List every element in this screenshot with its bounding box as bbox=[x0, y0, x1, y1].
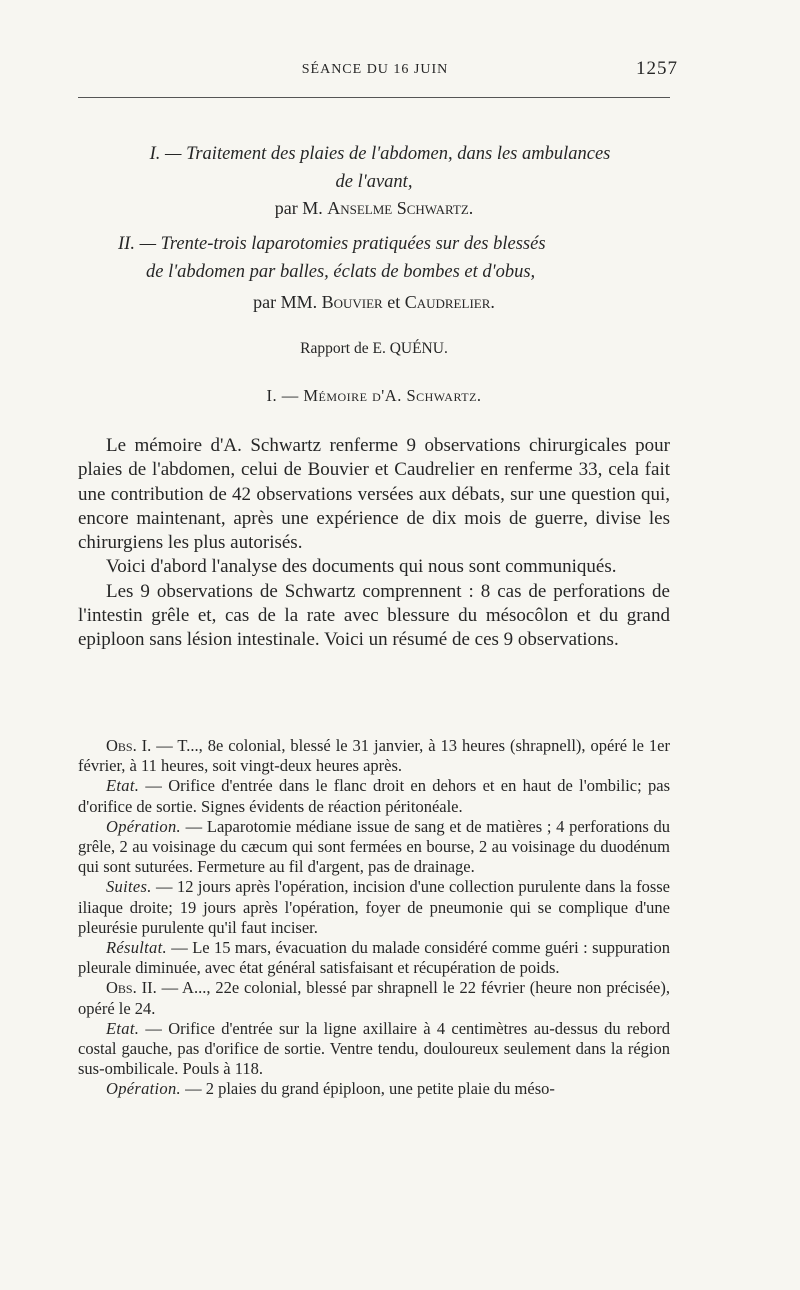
running-title: SÉANCE DU 16 JUIN bbox=[301, 62, 449, 77]
obs-1-suites bbox=[78, 877, 670, 938]
author-2-name-1: Bouvier bbox=[321, 292, 383, 312]
report-label: Rapport de E. QUÉNU. bbox=[300, 340, 448, 357]
obs-1 bbox=[78, 736, 670, 776]
section-title: Mémoire d'A. Schwartz. bbox=[303, 386, 482, 405]
res-1-text: — Le 15 mars, évacuation du malade considéré comme guéri : suppuration pleurale diminuée, avec état général satisfaisant et récupération de poids. bbox=[78, 938, 670, 978]
obs-1-operation bbox=[78, 817, 670, 878]
res-1-label: Résultat. bbox=[106, 938, 167, 958]
op-2-label: Opération. bbox=[106, 1079, 181, 1099]
author-2-and: et bbox=[382, 292, 405, 312]
obs-1-text: — T..., 8e colonial, blessé le 31 janvier, à 13 heures (shrapnell), opéré le 1er février, à 11 heures, soit vingt-deux heures après. bbox=[78, 736, 671, 776]
obs-1-etat bbox=[78, 776, 670, 816]
title-2-line-1: II. — Trente-trois laparotomies pratiquées sur des blessés bbox=[118, 234, 546, 254]
title-1-line-2: de l'avant, bbox=[335, 172, 413, 192]
suites-1-label: Suites. bbox=[106, 877, 152, 897]
body-text bbox=[78, 434, 670, 653]
observations bbox=[78, 736, 670, 1100]
author-1 bbox=[78, 198, 670, 219]
paragraph-3: Les 9 observations de Schwartz comprennent : 8 cas de perforations de l'intestin grêle et, cas de la rate avec blessure du mésocôlon et du grand epiploon sans lésion intestinale. Voici un résumé de ces 9 observations. bbox=[78, 580, 670, 651]
paragraph-2: Voici d'abord l'analyse des documents qui nous sont communiqués. bbox=[106, 556, 617, 578]
op-2-text: — 2 plaies du grand épiploon, une petite plaie du méso- bbox=[180, 1079, 555, 1099]
running-head bbox=[78, 58, 678, 82]
obs-2-label: Obs. II. bbox=[106, 978, 157, 998]
author-2-prefix: par MM. bbox=[253, 292, 322, 312]
suites-1-text: — 12 jours après l'opération, incision d'une collection purulente dans la fosse iliaque droite; 19 jours après l'opération, foyer de pneumonie qui se complique d'une pleurésie purulente qu'il faut inciser. bbox=[78, 877, 670, 937]
author-2 bbox=[78, 292, 670, 313]
obs-2-operation bbox=[78, 1079, 670, 1099]
title-1-line-1: I. — Traitement des plaies de l'abdomen, dans les ambulances bbox=[149, 144, 611, 164]
etat-1-label: Etat. bbox=[106, 776, 140, 796]
author-2-name-2: Caudrelier. bbox=[404, 292, 495, 312]
etat-2-text: — Orifice d'entrée sur la ligne axillaire à 4 centimètres au-dessus du rebord costal gauche, pas d'orifice de sortie. Ventre tendu, douloureux seulement dans la région sus-ombilicale. Pouls à 118. bbox=[78, 1018, 670, 1079]
title-1 bbox=[78, 140, 670, 196]
obs-1-resultat bbox=[78, 938, 670, 978]
author-1-name: Anselme Schwartz. bbox=[327, 198, 474, 218]
obs-2-etat bbox=[78, 1019, 670, 1080]
title-2 bbox=[78, 230, 670, 286]
section-number: I. — bbox=[266, 386, 304, 405]
op-1-label: Opération. bbox=[106, 816, 181, 836]
etat-1-text: — Orifice d'entrée dans le flanc droit en dehors et en haut de l'ombilic; pas d'orifice de sortie. Signes évidents de réaction péritonéale. bbox=[78, 776, 670, 816]
title-2-line-2: de l'abdomen par balles, éclats de bombes et d'obus, bbox=[146, 262, 536, 282]
obs-2-text: — A..., 22e colonial, blessé par shrapnell le 22 février (heure non précisée), opéré le 24. bbox=[78, 978, 670, 1018]
obs-1-label: Obs. I. bbox=[106, 736, 152, 755]
paragraph-1: Le mémoire d'A. Schwartz renferme 9 observations chirurgicales pour plaies de l'abdomen, celui de Bouvier et Caudrelier en renferme 33, cela fait une contribution de 42 observations versées aux débats, sur une question qui, encore maintenant, après une expérience de dix mois de guerre, divise les chirurgiens les plus autorisés. bbox=[78, 435, 670, 554]
author-1-prefix: par M. bbox=[274, 198, 328, 218]
page-number: 1257 bbox=[636, 58, 678, 79]
section-heading bbox=[78, 386, 670, 406]
obs-2 bbox=[78, 978, 670, 1018]
header-rule bbox=[78, 97, 670, 98]
etat-2-label: Etat. bbox=[106, 1018, 140, 1038]
op-1-text: — Laparotomie médiane issue de sang et de matières ; 4 perforations du grêle, 2 au voisinage du cæcum qui sont fermées en bourse, 2 au voisinage du duodénum qui sont suturées. Fermeture au fil d'argent, pas de drainage. bbox=[78, 816, 670, 877]
